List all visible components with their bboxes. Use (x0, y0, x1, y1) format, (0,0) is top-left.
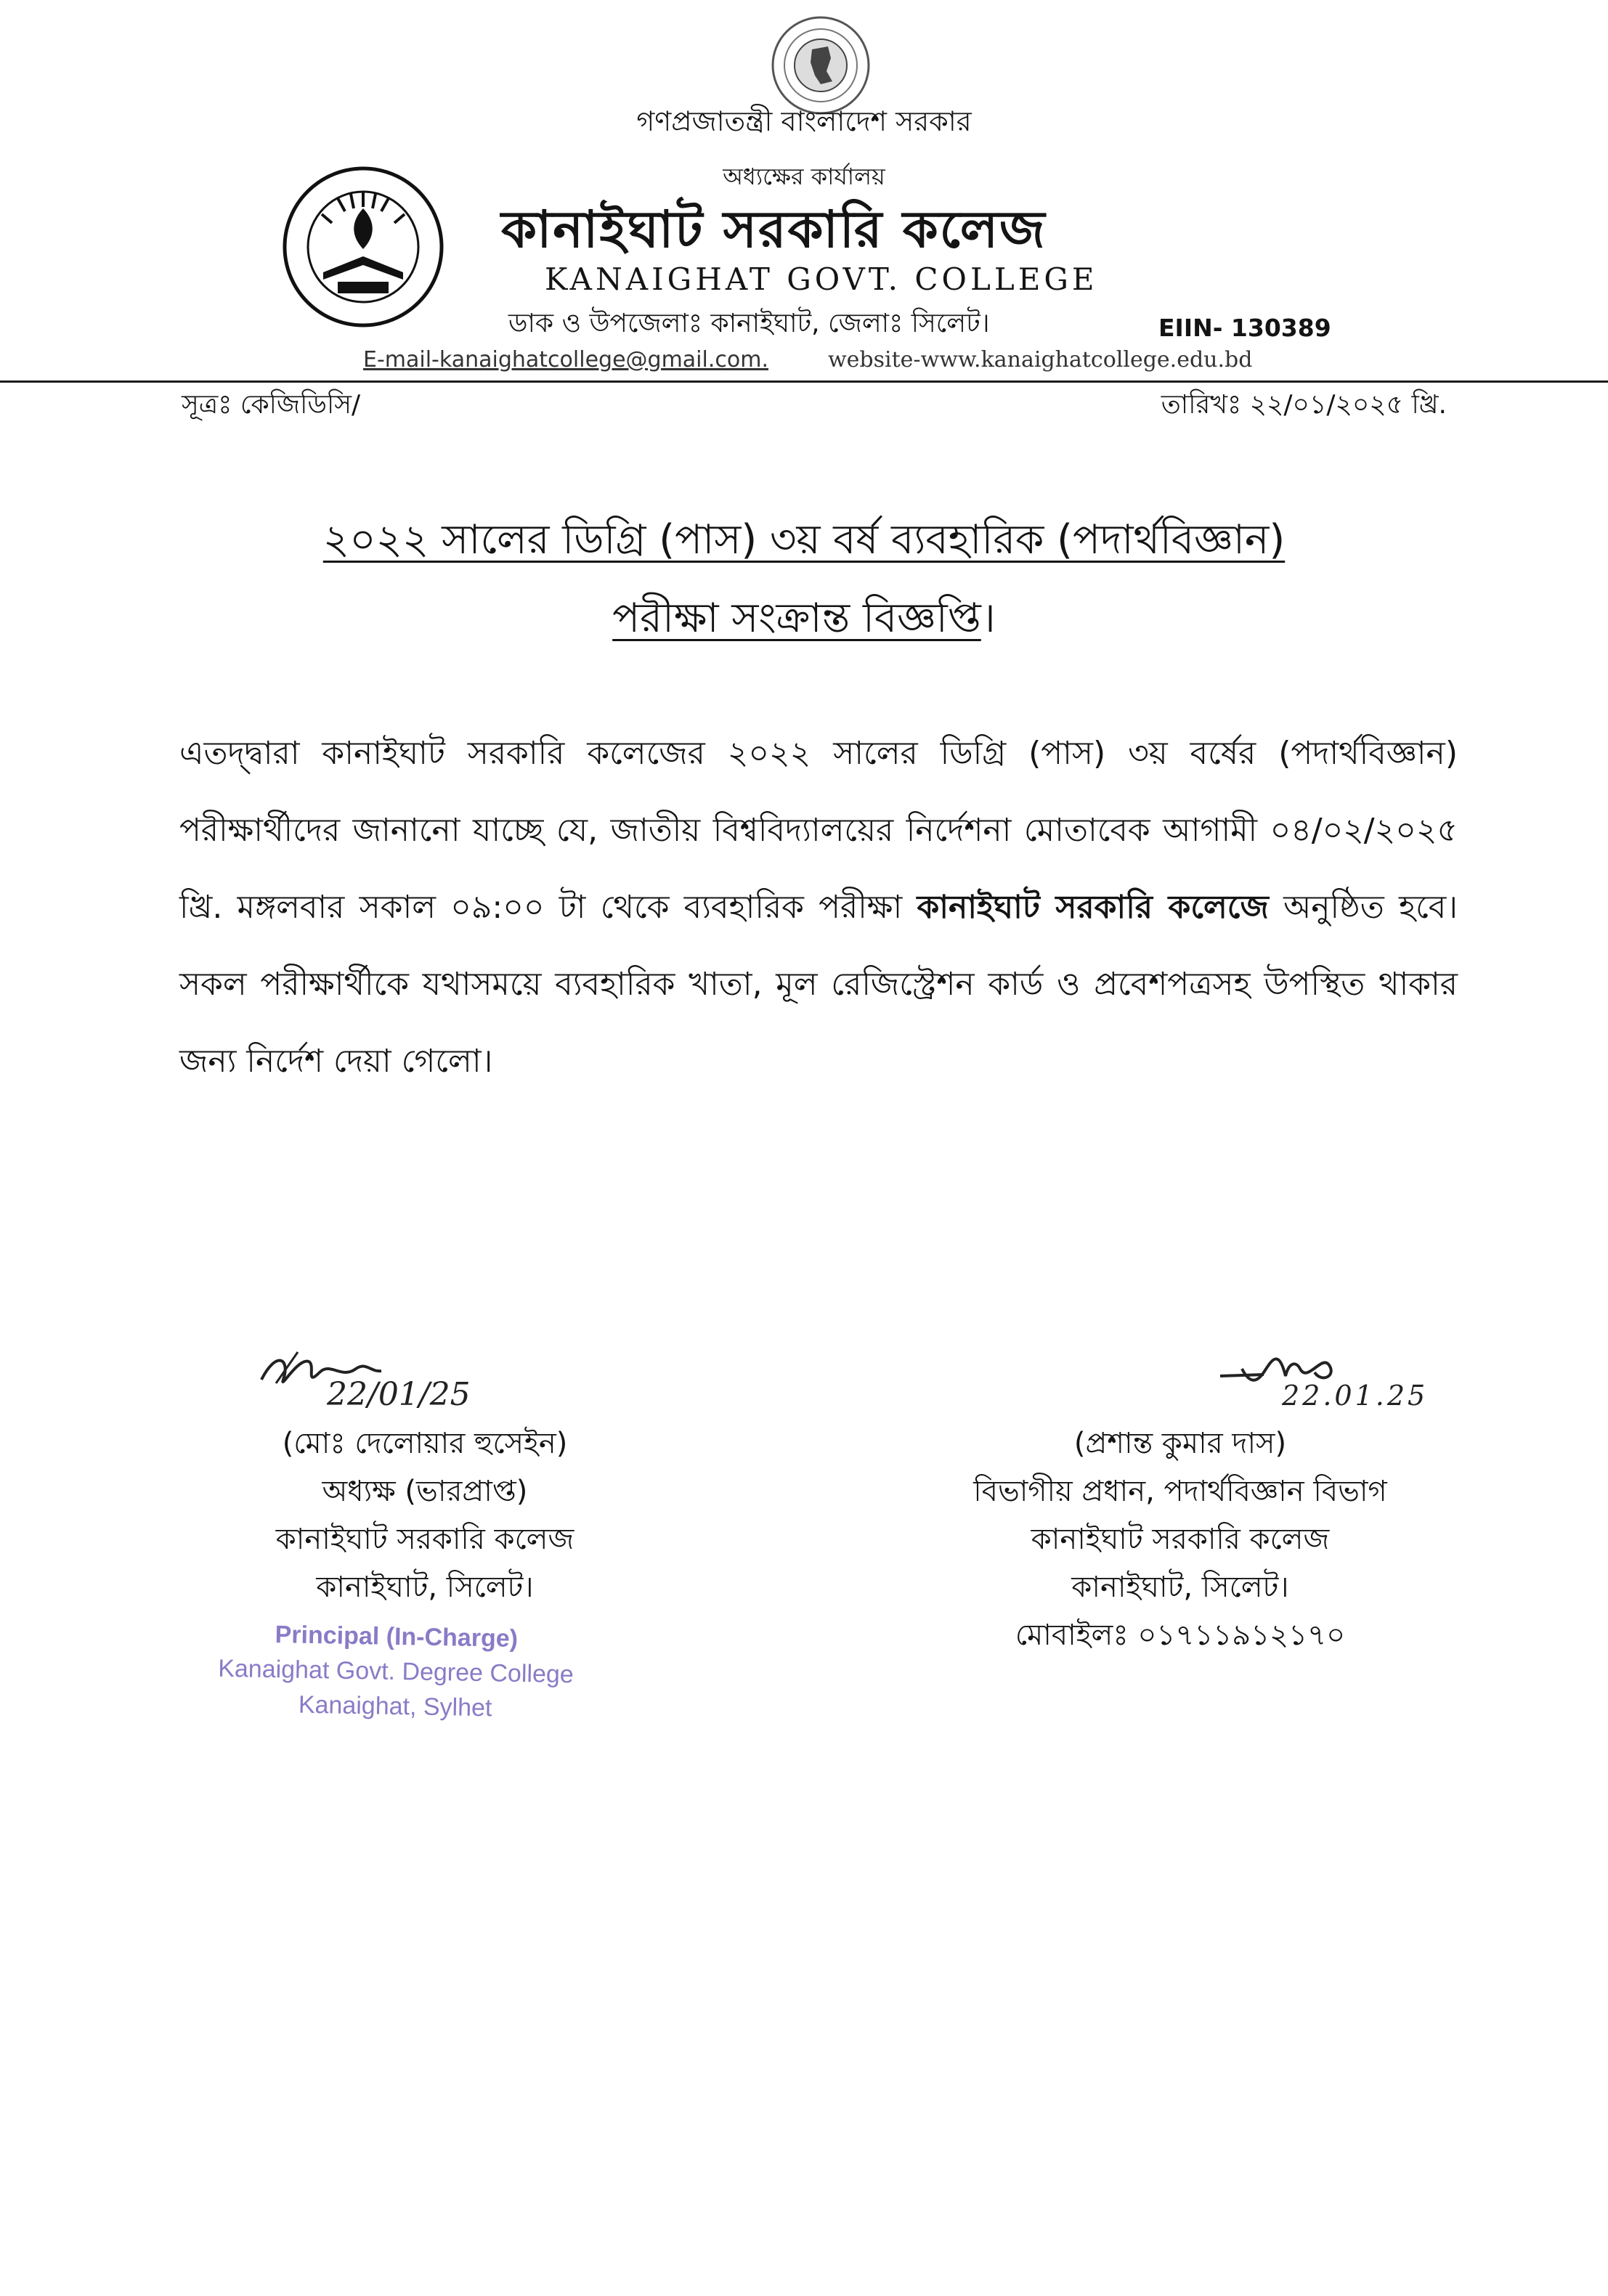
exam-venue: কানাইঘাট সরকারি কলেজে (917, 889, 1269, 926)
notice-body (179, 715, 1458, 1100)
principal-signature-date: 22/01/25 (327, 1376, 471, 1413)
college-seal-logo (280, 163, 447, 330)
notice-date: তারিখঃ ২২/০১/২০২৫ খ্রি. (1161, 390, 1447, 420)
department-head-institution: কানাইঘাট সরকারি কলেজ (1031, 1523, 1330, 1556)
office-name: অধ্যক্ষের কার্যালয় (723, 163, 885, 190)
header-divider (0, 380, 1608, 383)
title-line2-text: পরীক্ষা সংক্রান্ত বিজ্ঞপ্তি (612, 595, 981, 642)
stamp-line1: Principal (In-Charge) (275, 1621, 519, 1653)
principal-designation: অধ্যক্ষ (ভারপ্রাপ্ত) (322, 1475, 528, 1508)
principal-institution: কানাইঘাট সরকারি কলেজ (275, 1523, 574, 1556)
department-head-designation: বিভাগীয় প্রধান, পদার্থবিজ্ঞান বিভাগ (973, 1475, 1387, 1508)
title-line1-text: ২০২২ সালের ডিগ্রি (পাস) ৩য় বর্ষ ব্যবহারিক (পদার্থবিজ্ঞান) (322, 516, 1286, 563)
notice-title-line2 (0, 587, 1608, 655)
department-head-signature-date: 22.01.25 (1282, 1380, 1429, 1412)
college-seal-year: ১৯৮৬ইং (344, 270, 381, 282)
body-part1: এতদ্‌দ্বারা কানাইঘাট সরকারি কলেজের ২০২২ সালের ডিগ্রি (পাস) ৩য় বর্ষের (পদার্থবিজ্ঞান) পরীক্ষার্থীদের জানানো যাচ্ছে যে, জাতীয় বিশ্ববিদ্যালয়ের নির্দেশনা মোতাবেক আগামী ০৪/০২/২০২৫ খ্রি. মঙ্গলবার সকাল ০৯:০০ টা থেকে ব্যবহারিক পরীক্ষা (179, 735, 1458, 926)
eiin-number: EIIN- 130389 (1158, 314, 1331, 342)
body-part2: অনুষ্ঠিত হবে। সকল পরীক্ষার্থীকে যথাসময়ে ব্যবহারিক খাতা, মূল রেজিস্ট্রেশন কার্ড ও প্রবেশপত্রসহ উপস্থিত থাকার জন্য নির্দেশ দেয়া গেলো। (179, 889, 1458, 1080)
college-address: ডাক ও উপজেলাঃ কানাইঘাট, জেলাঃ সিলেট। (508, 309, 990, 338)
college-name-bengali: কানাইঘাট সরকারি কলেজ (501, 200, 1047, 259)
department-head-name: (প্রশান্ত কুমার দাস) (1073, 1427, 1287, 1460)
department-head-mobile: মোবাইলঃ ০১৭১১৯১২১৭০ (1015, 1619, 1346, 1652)
department-head-location: কানাইঘাট, সিলেট। (1071, 1571, 1289, 1604)
government-name: গণপ্রজাতন্ত্রী বাংলাদেশ সরকার (636, 105, 972, 137)
notice-title-line1 (0, 508, 1608, 577)
principal-stamp (177, 1616, 614, 1727)
principal-name: (মোঃ দেলোয়ার হুসেইন) (282, 1427, 568, 1460)
stamp-line3: Kanaighat, Sylhet (298, 1690, 492, 1722)
email-address: E-mail-kanaighatcollege@gmail.com. (363, 347, 768, 373)
title-line2-danda: । (980, 595, 996, 642)
principal-signatory-block (149, 1420, 701, 1611)
college-name-english: KANAIGHAT GOVT. COLLEGE (545, 261, 1098, 297)
stamp-line2: Kanaighat Govt. Degree College (217, 1654, 574, 1689)
department-head-signatory-block (904, 1420, 1456, 1659)
principal-location: কানাইঘাট, সিলেট। (316, 1571, 534, 1604)
reference-number: সূত্রঃ কেজিডিসি/ (182, 390, 361, 420)
website-address: website-www.kanaighatcollege.edu.bd (828, 347, 1253, 373)
